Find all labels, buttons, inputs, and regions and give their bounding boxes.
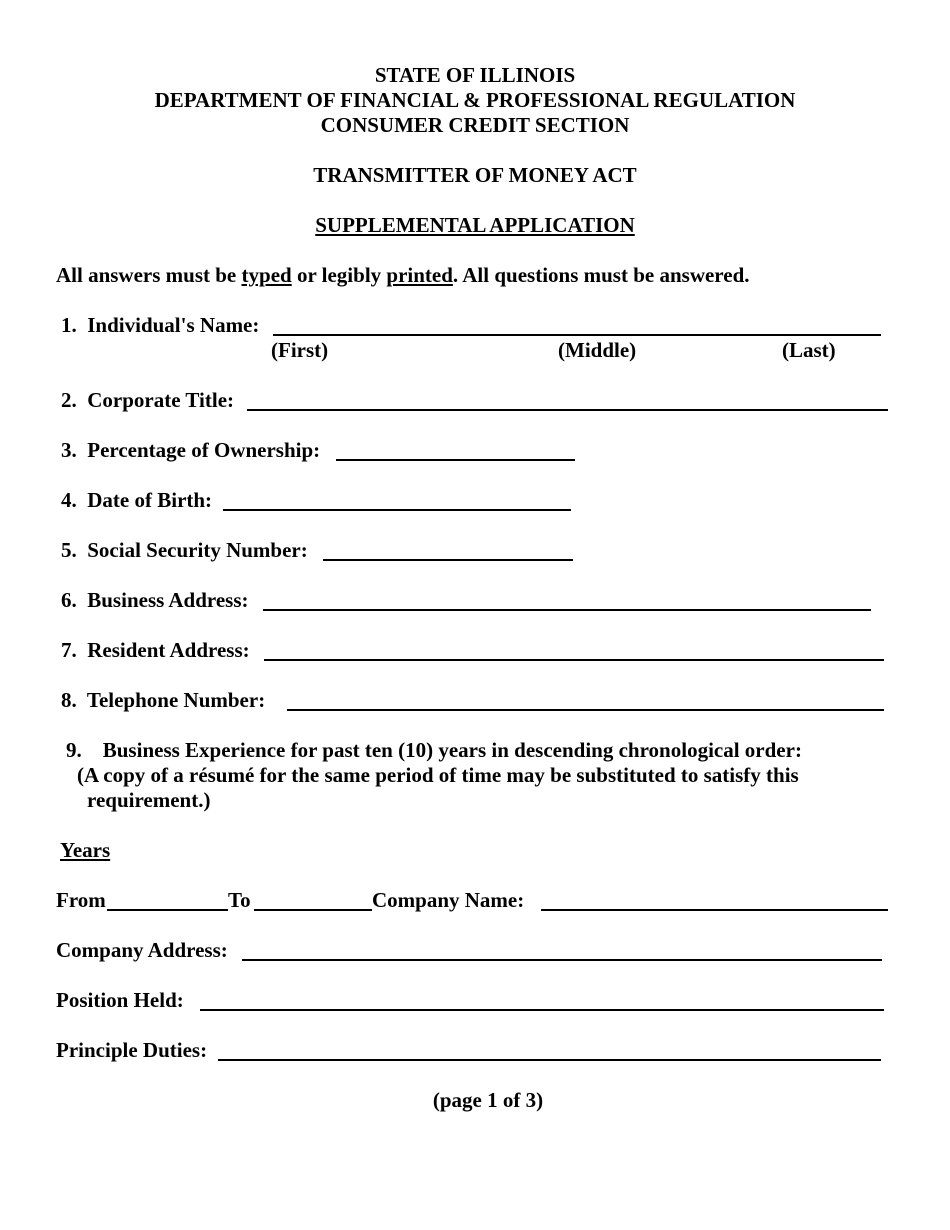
from-year-field[interactable] (107, 891, 228, 911)
position-held-field[interactable] (200, 991, 884, 1011)
experience-heading: Business Experience for past ten (10) years in descending chronological order: (102, 738, 802, 762)
page-number: (page 1 of 3) (432, 1088, 544, 1112)
question-number: 9. (66, 738, 82, 762)
to-year-field[interactable] (254, 891, 372, 911)
question-label: Social Security Number: (87, 538, 308, 562)
instructions-part1: All answers must be (56, 263, 242, 287)
instructions-part3: . All questions must be answered. (452, 263, 750, 287)
corporate-title-field[interactable] (247, 391, 888, 411)
question-label: Resident Address: (87, 638, 250, 662)
question-label: Individual's Name: (87, 313, 260, 337)
act-title: TRANSMITTER OF MONEY ACT (313, 163, 637, 187)
instructions-printed: printed (386, 263, 453, 287)
question-number: 2. (61, 388, 77, 412)
question-7 (61, 638, 250, 663)
company-address-label: Company Address: (56, 938, 228, 962)
question-label: Telephone Number: (86, 688, 266, 712)
header-state: STATE OF ILLINOIS (374, 63, 576, 87)
header-department: DEPARTMENT OF FINANCIAL & PROFESSIONAL REGULATION (154, 88, 796, 112)
principle-duties-label: Principle Duties: (56, 1038, 208, 1062)
question-3 (61, 438, 320, 463)
company-name-field[interactable] (541, 891, 888, 911)
resident-address-field[interactable] (264, 641, 884, 661)
question-label: Date of Birth: (87, 488, 213, 512)
question-number: 3. (61, 438, 77, 462)
name-last-label: (Last) (782, 338, 836, 362)
question-label: Business Address: (87, 588, 249, 612)
question-5 (61, 538, 308, 563)
from-label: From (56, 888, 106, 912)
question-2 (61, 388, 234, 413)
question-number: 5. (61, 538, 77, 562)
instructions-part2: or legibly (291, 263, 387, 287)
instructions (56, 263, 750, 288)
ssn-field[interactable] (323, 541, 573, 561)
individual-name-field[interactable] (273, 316, 881, 336)
question-4 (61, 488, 212, 513)
experience-note-line1: (A copy of a résumé for the same period of time may be substituted to satisfy this (77, 763, 799, 787)
header-section: CONSUMER CREDIT SECTION (320, 113, 630, 137)
question-number: 4. (61, 488, 77, 512)
question-number: 7. (61, 638, 77, 662)
form-title: SUPPLEMENTAL APPLICATION (315, 213, 635, 237)
company-address-field[interactable] (242, 941, 882, 961)
to-label: To (228, 888, 251, 912)
question-1 (61, 313, 259, 338)
experience-note-line2: requirement.) (87, 788, 211, 812)
name-middle-label: (Middle) (558, 338, 637, 362)
question-label: Corporate Title: (87, 388, 235, 412)
years-heading: Years (60, 838, 111, 862)
company-name-label: Company Name: (372, 888, 525, 912)
question-number: 6. (61, 588, 77, 612)
telephone-field[interactable] (287, 691, 884, 711)
question-9 (66, 738, 802, 763)
question-6 (61, 588, 249, 613)
question-number: 8. (61, 688, 77, 712)
business-address-field[interactable] (263, 591, 871, 611)
question-number: 1. (61, 313, 77, 337)
principle-duties-field[interactable] (218, 1041, 881, 1061)
question-8 (61, 688, 265, 713)
ownership-percentage-field[interactable] (336, 441, 575, 461)
instructions-typed: typed (241, 263, 292, 287)
name-first-label: (First) (271, 338, 329, 362)
position-held-label: Position Held: (56, 988, 184, 1012)
date-of-birth-field[interactable] (223, 491, 571, 511)
question-label: Percentage of Ownership: (87, 438, 321, 462)
